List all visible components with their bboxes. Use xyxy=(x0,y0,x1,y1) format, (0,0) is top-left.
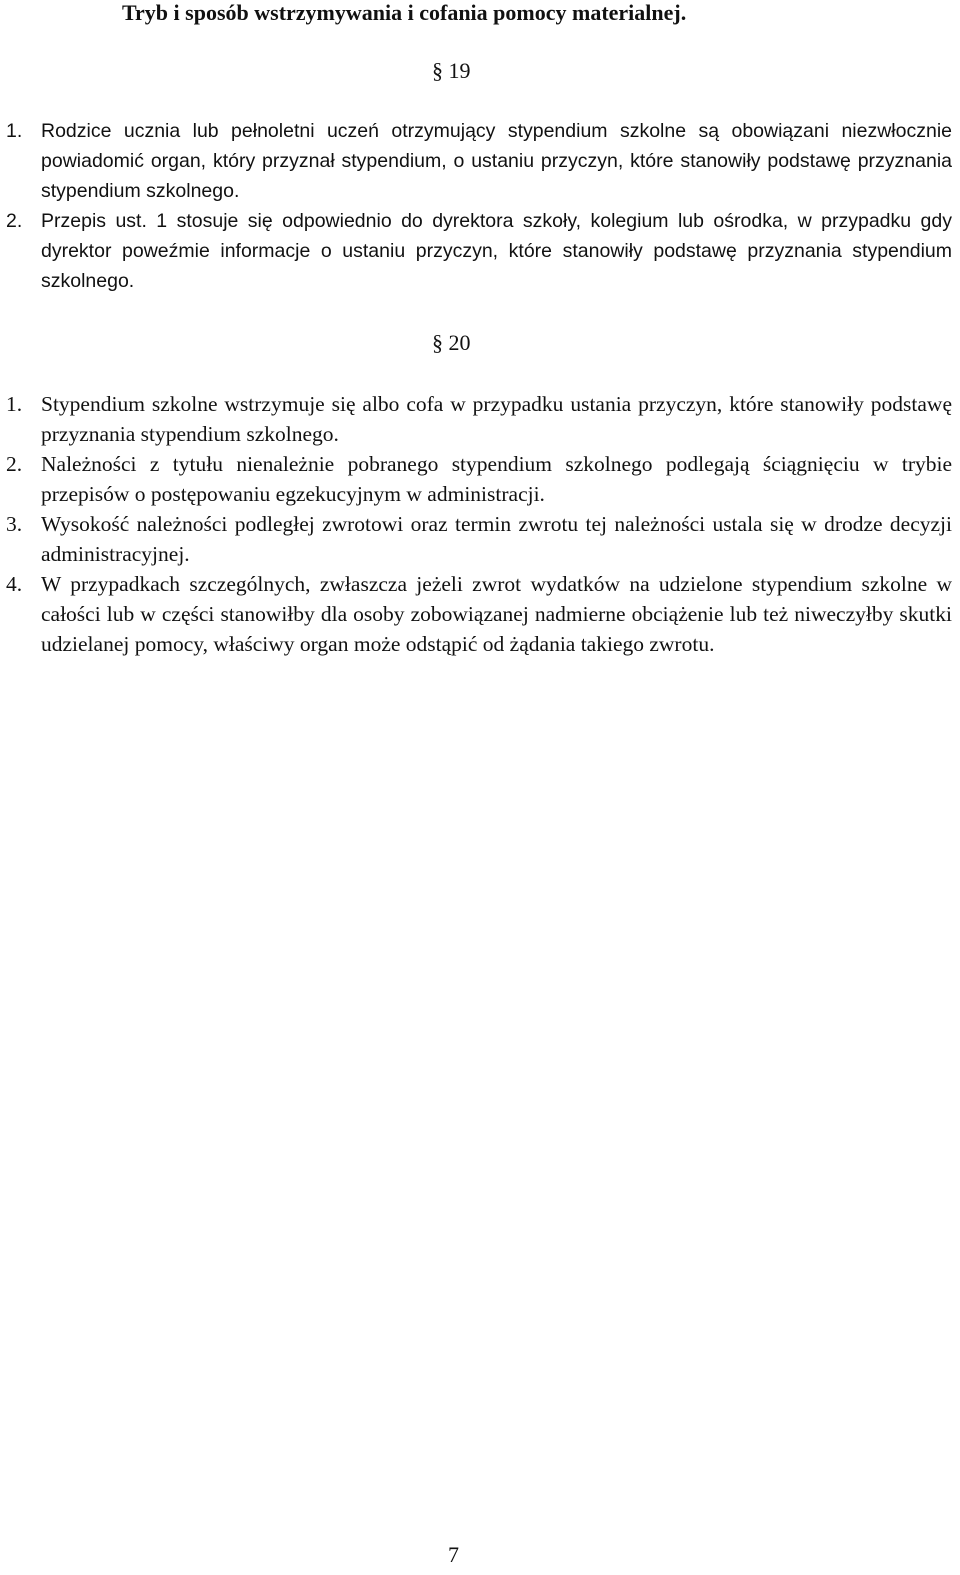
page-number: 7 xyxy=(448,1542,459,1567)
list-item xyxy=(6,389,952,449)
item-text: Rodzice ucznia lub pełnoletni uczeń otrzymujący stypendium szkolne są obowiązani niezwłocznie powiadomić organ, który przyznał stypendium, o ustaniu przyczyn, które stanowiły podstawę przyznania stypendium szkolnego. xyxy=(41,120,952,202)
section-mark-20: § 20 xyxy=(432,330,471,355)
list-item xyxy=(6,569,952,659)
item-text: Przepis ust. 1 stosuje się odpowiednio do dyrektora szkoły, kolegium lub ośrodka, w przypadku gdy dyrektor poweźmie informacje o ustaniu przyczyn, które stanowiły podstawę przyznania stypendium szkolnego. xyxy=(41,210,952,292)
item-number: 3. xyxy=(6,512,23,536)
item-text: Wysokość należności podległej zwrotowi oraz termin zwrotu tej należności ustala się w drodze decyzji administracyjnej. xyxy=(41,512,952,566)
list-item xyxy=(6,509,952,569)
item-number: 1. xyxy=(6,120,23,142)
item-number: 2. xyxy=(6,210,23,232)
item-number: 1. xyxy=(6,392,23,416)
item-text: Należności z tytułu nienależnie pobranego stypendium szkolnego podlegają ściągnięciu w trybie przepisów o postępowaniu egzekucyjnym w administracji. xyxy=(41,452,952,506)
item-number: 2. xyxy=(6,452,23,476)
list-item xyxy=(6,116,952,206)
item-text: Stypendium szkolne wstrzymuje się albo cofa w przypadku ustania przyczyn, które stanowiły podstawę przyznania stypendium szkolnego. xyxy=(41,392,952,446)
section-20-list xyxy=(6,389,952,659)
item-number: 4. xyxy=(6,572,23,596)
list-item xyxy=(6,449,952,509)
section-19-list xyxy=(6,116,952,296)
list-item xyxy=(6,206,952,296)
document-title: Tryb i sposób wstrzymywania i cofania pomocy materialnej. xyxy=(122,0,687,25)
item-text: W przypadkach szczególnych, zwłaszcza jeżeli zwrot wydatków na udzielone stypendium szkolne w całości lub w części stanowiłby dla osoby zobowiązanej nadmierne obciążenie lub też niweczyłby skutki udzielanej pomocy, właściwy organ może odstąpić od żądania takiego zwrotu. xyxy=(41,572,952,656)
section-mark-19: § 19 xyxy=(432,58,471,83)
